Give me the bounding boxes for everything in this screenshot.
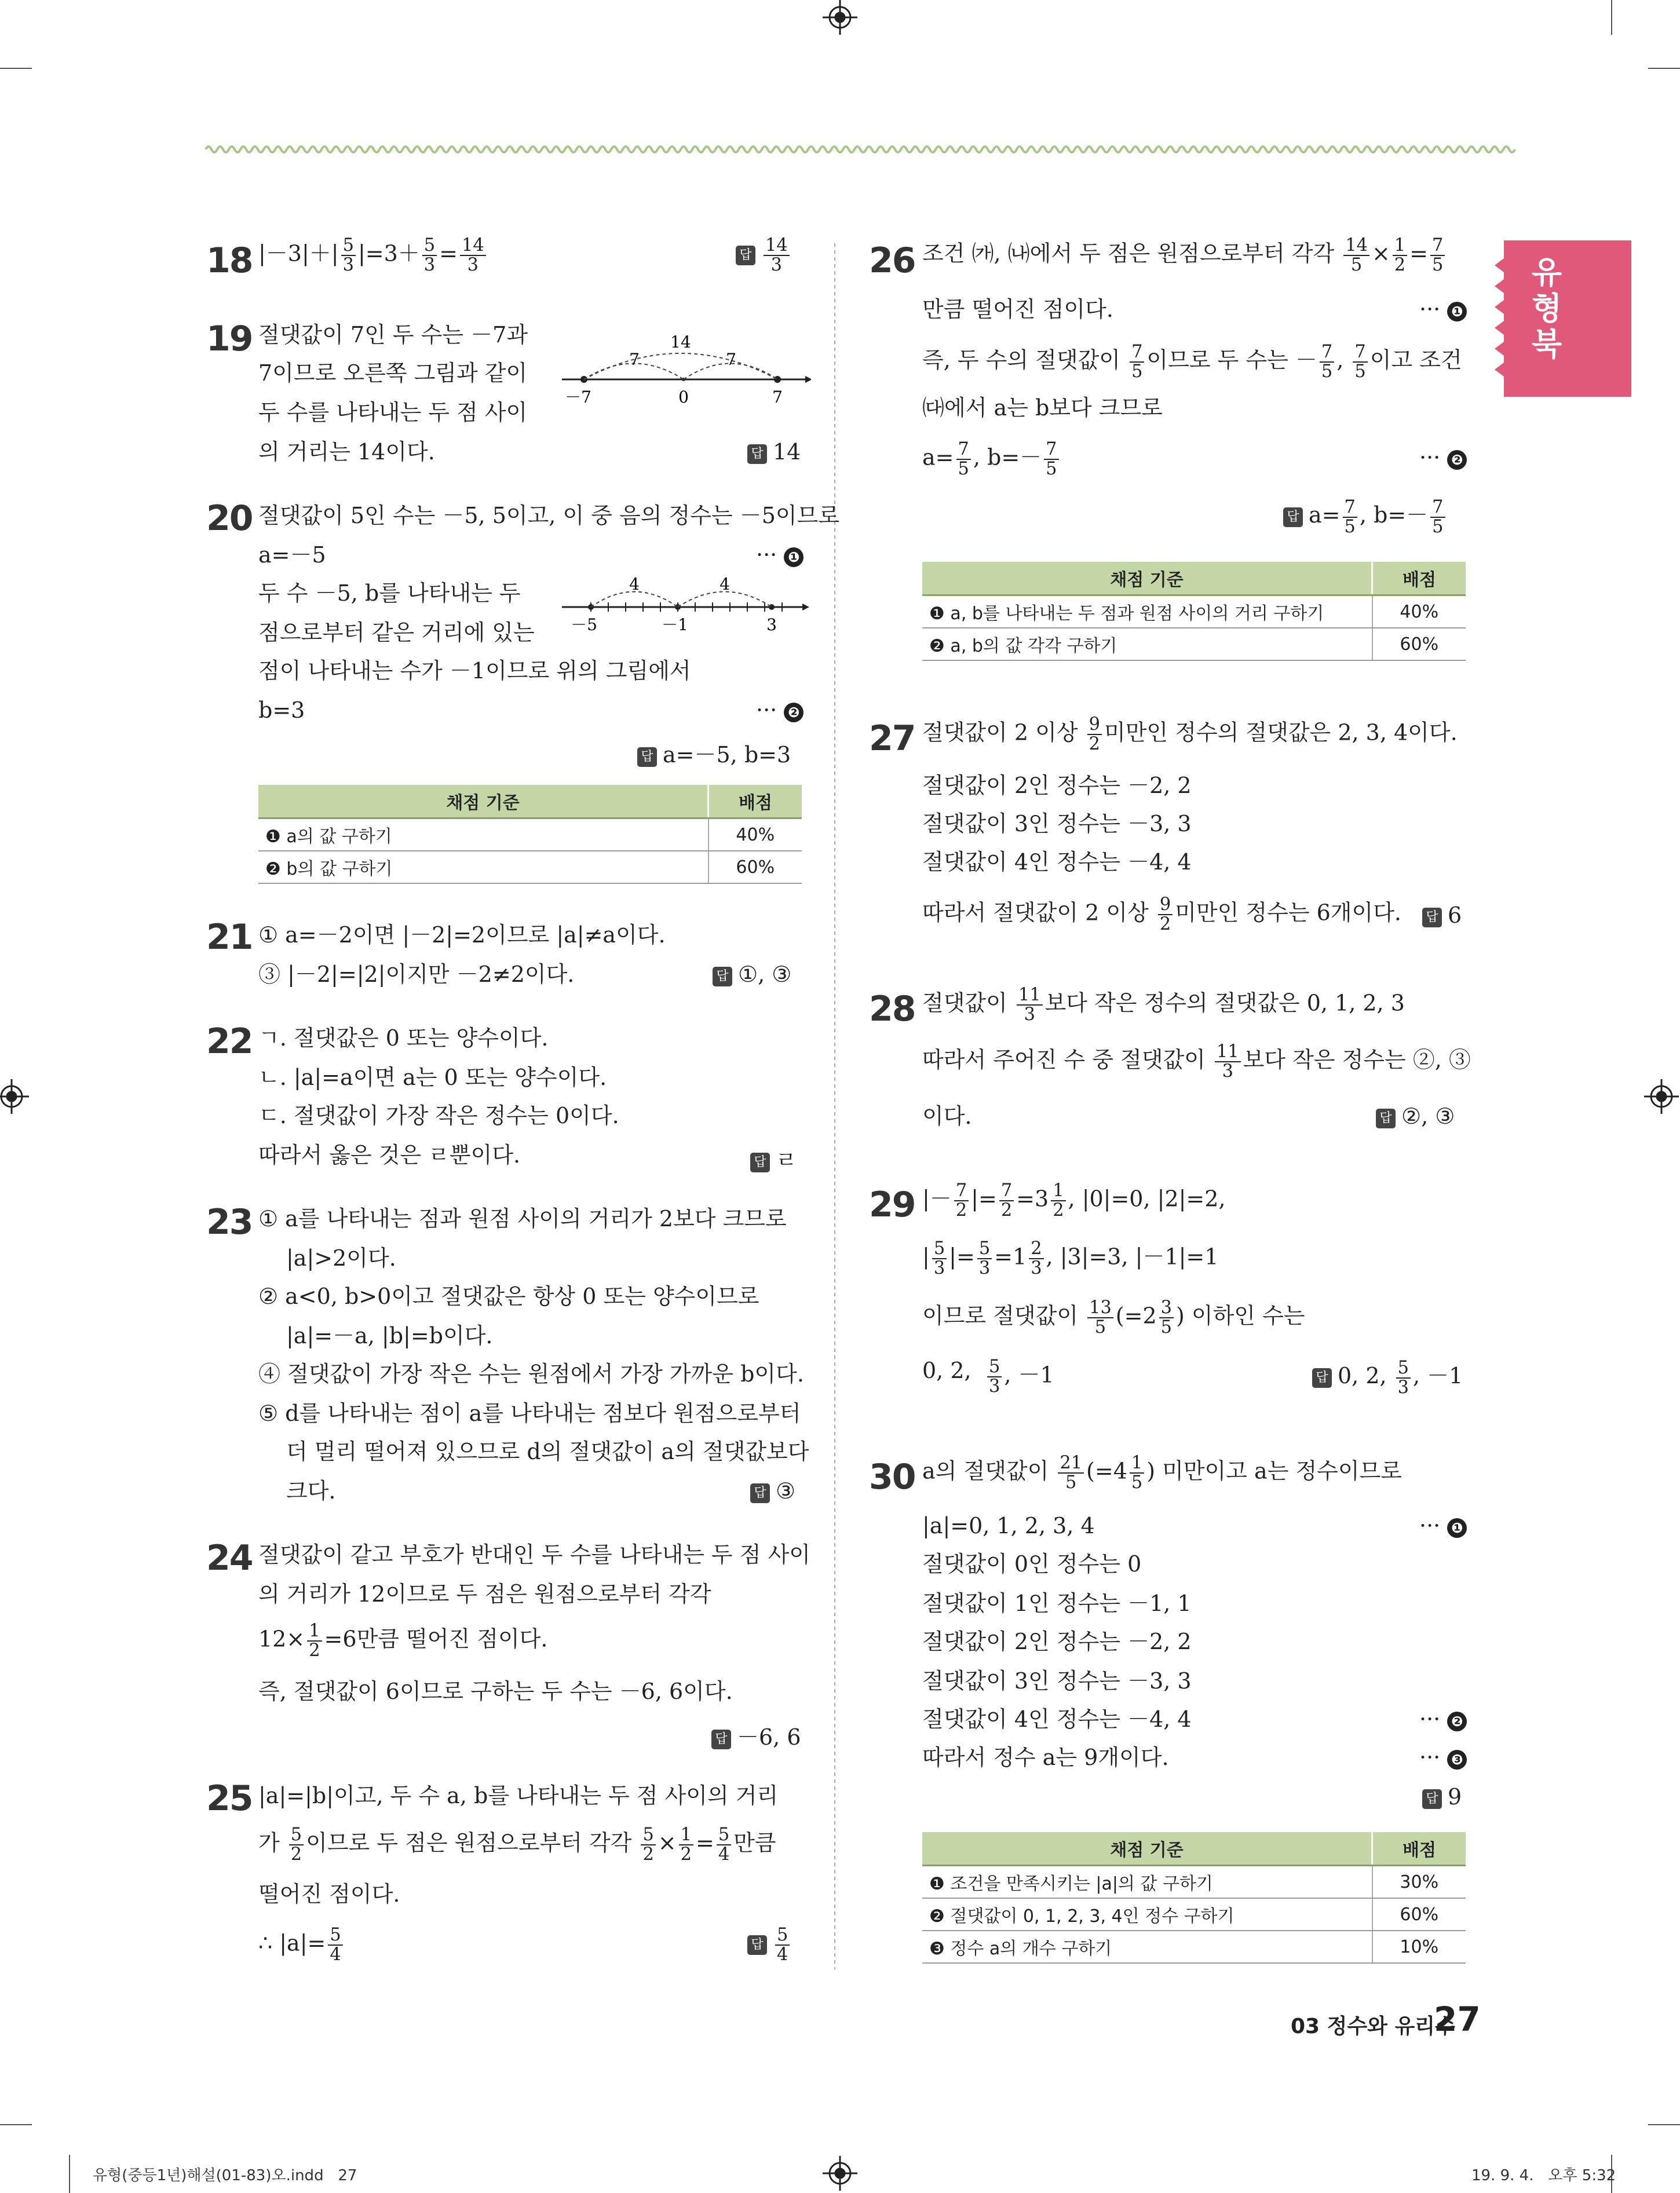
solution-line: ⑤ d를 나타내는 점이 a를 나타내는 점보다 원점으로부터 [258, 1401, 801, 1426]
grading-criterion: ❷ b의 값 구하기 [258, 851, 708, 883]
grading-points: 30% [1372, 1866, 1466, 1899]
answer: 답 ②, ③ [1376, 1103, 1455, 1129]
answer: 답 6 [1422, 902, 1462, 928]
tick-label: 7 [772, 388, 783, 407]
solution-line: a= $\frac{7}{5}$ , b=－ $\frac{7}{5}$ [922, 440, 1061, 478]
solution-line: 0, 2, [922, 1358, 972, 1383]
registration-mark-left [0, 1079, 29, 1114]
step-marker: ··· ❶ [1419, 1513, 1467, 1538]
solution-line: 절댓값이 7인 두 수는 －7과 [258, 322, 528, 348]
problem-number: 19 [206, 319, 253, 359]
grading-criterion: ❷ a, b의 값 각각 구하기 [922, 628, 1372, 660]
solution-line: b=3 [258, 697, 305, 723]
answer-badge: 답 [1422, 1789, 1442, 1809]
solution-line: 절댓값이 5인 수는 －5, 5이고, 이 중 음의 정수는 －5이므로 [258, 503, 840, 528]
answer-badge: 답 [750, 1153, 770, 1172]
solution-line: ④ 절댓값이 가장 작은 수는 원점에서 가장 가까운 b이다. [258, 1361, 804, 1387]
solution-line: 절댓값이 3인 정수는 －3, 3 [922, 1668, 1192, 1694]
solution-line: ㈐에서 a는 b보다 크므로 [922, 395, 1163, 421]
solution-line: ㄷ. 절댓값이 가장 작은 정수는 0이다. [258, 1103, 619, 1128]
solution-line: 절댓값이 $\frac{11}{3}$ 보다 작은 정수의 절댓값은 0, 1, 2, 3 [922, 985, 1405, 1025]
distance-label: 4 [629, 575, 640, 594]
solution-line: 즉, 절댓값이 6이므로 구하는 두 수는 －6, 6이다. [258, 1679, 733, 1704]
grading-table [922, 1832, 1466, 1964]
answer: 답 ㄹ [750, 1142, 797, 1174]
registration-mark-bottom [823, 2156, 857, 2191]
problem-number: 28 [869, 989, 915, 1029]
grading-points: 60% [1372, 1898, 1466, 1931]
solution-line: 따라서 정수 a는 9개이다. [922, 1745, 1169, 1770]
problem-number: 20 [206, 498, 253, 539]
step-marker: ··· ❷ [756, 697, 804, 723]
grading-header-criterion: 채점 기준 [258, 785, 708, 818]
answer: 답 ①, ③ [713, 962, 791, 987]
answer: 답 a= $\frac{7}{5}$ , b=－ $\frac{7}{5}$ [1283, 497, 1448, 536]
solution-line: ③ |－2|=|2|이지만 －2≠2이다. [258, 962, 575, 987]
step-marker: ··· ❶ [756, 542, 804, 568]
solution-line: |a|=|b|이고, 두 수 a, b를 나타내는 두 점 사이의 거리 [258, 1783, 779, 1808]
answer: 답 $\frac{5}{4}$ [747, 1926, 792, 1964]
grading-header-criterion: 채점 기준 [922, 1832, 1372, 1866]
step-marker: ··· ❷ [1419, 445, 1467, 470]
grading-points: 60% [1372, 628, 1466, 660]
tick-label: －7 [565, 388, 591, 407]
grading-criterion: ❶ 조건을 만족시키는 |a|의 값 구하기 [922, 1866, 1372, 1899]
grading-points: 40% [708, 818, 802, 851]
answer-badge: 답 [1283, 507, 1303, 527]
solution-line: 절댓값이 1인 정수는 －1, 1 [922, 1591, 1192, 1616]
solution-line: 의 거리는 14이다. [258, 439, 435, 465]
grading-header-points: 배점 [1372, 562, 1466, 595]
print-timestamp: 19. 9. 4. 오후 5:32 [1471, 2167, 1616, 2184]
answer: 답 0, 2, $\frac{5}{3}$ , －1 [1312, 1358, 1463, 1397]
registration-mark-right [1644, 1079, 1679, 1114]
problem-number: 25 [206, 1778, 253, 1819]
grading-criterion: ❷ 절댓값이 0, 1, 2, 3, 4인 정수 구하기 [922, 1898, 1372, 1931]
grading-criterion: ❸ 정수 a의 개수 구하기 [922, 1931, 1372, 1963]
grading-criterion: ❶ a의 값 구하기 [258, 818, 708, 851]
grading-points: 60% [708, 851, 802, 883]
step-marker: ··· ❷ [1419, 1706, 1467, 1732]
problem-number: 24 [206, 1538, 253, 1578]
solution-line: a의 절댓값이 $\frac{21}{5}$ (=4 $\frac{1}{5}$ ) 미만이고 a는 정수이므로 [922, 1453, 1403, 1493]
answer-badge: 답 [736, 246, 755, 265]
solution-line: 점이 나타내는 수가 －1이므로 위의 그림에서 [258, 658, 691, 684]
solution-line: 즉, 두 수의 절댓값이 $\frac{7}{5}$ 이므로 두 수는 － $\frac{7}{5}$ , $\frac{7}{5}$ 이고 조건 [922, 342, 1462, 382]
solution-line: 절댓값이 4인 정수는 －4, 4 [922, 1706, 1192, 1732]
solution-line: 절댓값이 2 이상 $\frac{9}{2}$ 미만인 정수의 절댓값은 2, 3, 4이다. [922, 714, 1458, 754]
solution-line: 이므로 절댓값이 $\frac{13}{5}$ (=2 $\frac{3}{5}$ ) 이하인 수는 [922, 1297, 1305, 1337]
problem-number: 29 [869, 1185, 915, 1225]
solution-line: |－3|＋| $\frac{5}{3}$ |=3＋ $\frac{5}{3}$ = $\frac{14}{3}$ [258, 236, 488, 275]
solution-line: 가 $\frac{5}{2}$ 이므로 두 점은 원점으로부터 각각 $\frac{5}{2}$ × $\frac{1}{2}$ = $\frac{5}{4}$ 만큼 [258, 1825, 776, 1865]
solution-line: 더 멀리 떨어져 있으므로 d의 절댓값이 a의 절댓값보다 [286, 1439, 809, 1464]
grading-table [258, 785, 802, 884]
answer-badge: 답 [750, 1483, 770, 1503]
number-line-figure [556, 573, 811, 637]
solution-line: 따라서 옳은 것은 ㄹ뿐이다. [258, 1142, 521, 1168]
tick-label: 3 [766, 615, 777, 634]
answer-badge: 답 [713, 967, 732, 986]
solution-line: 두 수를 나타내는 두 점 사이 [258, 400, 528, 425]
tick-label: －5 [571, 615, 597, 634]
answer-badge: 답 [1422, 908, 1442, 927]
answer-badge: 답 [747, 444, 767, 464]
solution-line: ② a<0, b>0이고 절댓값은 항상 0 또는 양수이므로 [258, 1284, 759, 1309]
solution-line: ㄱ. 절댓값은 0 또는 양수이다. [258, 1025, 549, 1051]
answer-badge: 답 [1312, 1368, 1332, 1388]
answer-badge: 답 [1376, 1109, 1396, 1128]
answer: 답 14 [747, 439, 801, 465]
solution-line: |a|=0, 1, 2, 3, 4 [922, 1513, 1095, 1538]
distance-label: 4 [720, 575, 730, 594]
solution-line: $\frac{5}{3}$ , －1 [985, 1358, 1054, 1396]
solution-line: 떨어진 점이다. [258, 1881, 400, 1907]
solution-line: 절댓값이 4인 정수는 －4, 4 [922, 849, 1192, 875]
grading-points: 10% [1372, 1931, 1466, 1963]
registration-mark-top [823, 0, 857, 35]
chapter-footer: 03 정수와 유리수 [1291, 2015, 1455, 2038]
solution-line: 의 거리가 12이므로 두 점은 원점으로부터 각각 [258, 1581, 711, 1607]
answer: 답 ③ [750, 1478, 795, 1504]
solution-line: 크다. [286, 1478, 336, 1504]
solution-line: 점으로부터 같은 거리에 있는 [258, 620, 535, 645]
problem-number: 21 [206, 917, 253, 957]
solution-line: 만큼 떨어진 점이다. [922, 297, 1113, 322]
problem-number: 30 [869, 1457, 915, 1497]
solution-line: 절댓값이 2인 정수는 －2, 2 [922, 1629, 1192, 1654]
answer: 답 $\frac{14}{3}$ [736, 236, 792, 275]
file-info: 유형(중등1년)해설(01-83)오.indd 27 [93, 2167, 357, 2184]
solution-line: |a|>2이다. [286, 1245, 396, 1271]
solution-line: 두 수 －5, b를 나타내는 두 [258, 580, 521, 606]
grading-header-points: 배점 [1372, 1832, 1466, 1866]
distance-label: 7 [629, 350, 640, 369]
problem-number: 22 [206, 1021, 253, 1062]
solution-line: 절댓값이 같고 부호가 반대인 두 수를 나타내는 두 점 사이 [258, 1542, 810, 1567]
solution-line: ㄴ. |a|=a이면 a는 0 또는 양수이다. [258, 1065, 607, 1090]
number-line-figure [556, 330, 811, 411]
answer-badge: 답 [711, 1730, 731, 1749]
problem-number: 26 [869, 240, 915, 281]
solution-line: 7이므로 오른쪽 그림과 같이 [258, 360, 528, 386]
grading-table [922, 562, 1466, 661]
solution-line: | $\frac{5}{3}$ |= $\frac{5}{3}$ =1 $\frac{2}{3}$ , |3|=3, |－1|=1 [922, 1238, 1219, 1278]
answer: 답 9 [1422, 1784, 1462, 1810]
problem-number: 23 [206, 1202, 253, 1242]
grading-header-points: 배점 [708, 785, 802, 818]
solution-line: ① a=－2이면 |－2|=2이므로 |a|≠a이다. [258, 922, 666, 948]
solution-line: ∴ |a|= $\frac{5}{4}$ [258, 1926, 345, 1964]
grading-points: 40% [1372, 595, 1466, 628]
solution-line: 따라서 주어진 수 중 절댓값이 $\frac{11}{3}$ 보다 작은 정수는 ②, ③ [922, 1041, 1471, 1081]
step-marker: ··· ❶ [1419, 297, 1467, 322]
grading-header-criterion: 채점 기준 [922, 562, 1372, 595]
wavy-header-line [206, 147, 1515, 152]
solution-line: 절댓값이 0인 정수는 0 [922, 1551, 1142, 1577]
problem-number: 27 [869, 718, 915, 759]
solution-line: |a|=－a, |b|=b이다. [286, 1323, 493, 1348]
solution-line: 절댓값이 3인 정수는 －3, 3 [922, 811, 1192, 836]
solution-line: 절댓값이 2인 정수는 －2, 2 [922, 773, 1192, 798]
solution-line: 조건 ㈎, ㈏에서 두 점은 원점으로부터 각각 $\frac{14}{5}$ × $\frac{1}{2}$ = $\frac{7}{5}$ [922, 236, 1447, 275]
tick-label: －1 [662, 615, 688, 634]
solution-line: a=－5 [258, 542, 326, 568]
grading-criterion: ❶ a, b를 나타내는 두 점과 원점 사이의 거리 구하기 [922, 595, 1372, 628]
answer-badge: 답 [747, 1935, 767, 1955]
solution-line: 12× $\frac{1}{2}$ =6만큼 떨어진 점이다. [258, 1621, 548, 1661]
answer: 답 －6, 6 [711, 1719, 801, 1751]
step-marker: ··· ❸ [1419, 1745, 1467, 1770]
solution-line: ① a를 나타내는 점과 원점 사이의 거리가 2보다 크므로 [258, 1206, 787, 1231]
solution-line: 따라서 절댓값이 2 이상 $\frac{9}{2}$ 미만인 정수는 6개이다. [922, 894, 1402, 934]
solution-line: |－ $\frac{7}{2}$ |= $\frac{7}{2}$ =3 $\frac{1}{2}$ , |0|=0, |2|=2, [922, 1180, 1226, 1220]
side-tab-label: 유형북 [1531, 254, 1562, 363]
answer-badge: 답 [637, 747, 657, 767]
page-number: 27 [1434, 2000, 1481, 2039]
tick-label: 0 [678, 388, 689, 407]
distance-label: 14 [670, 332, 691, 352]
answer: 답 a=－5, b=3 [637, 737, 791, 769]
problem-number: 18 [206, 240, 253, 281]
solution-line: 이다. [922, 1103, 972, 1129]
distance-label: 7 [726, 350, 736, 369]
